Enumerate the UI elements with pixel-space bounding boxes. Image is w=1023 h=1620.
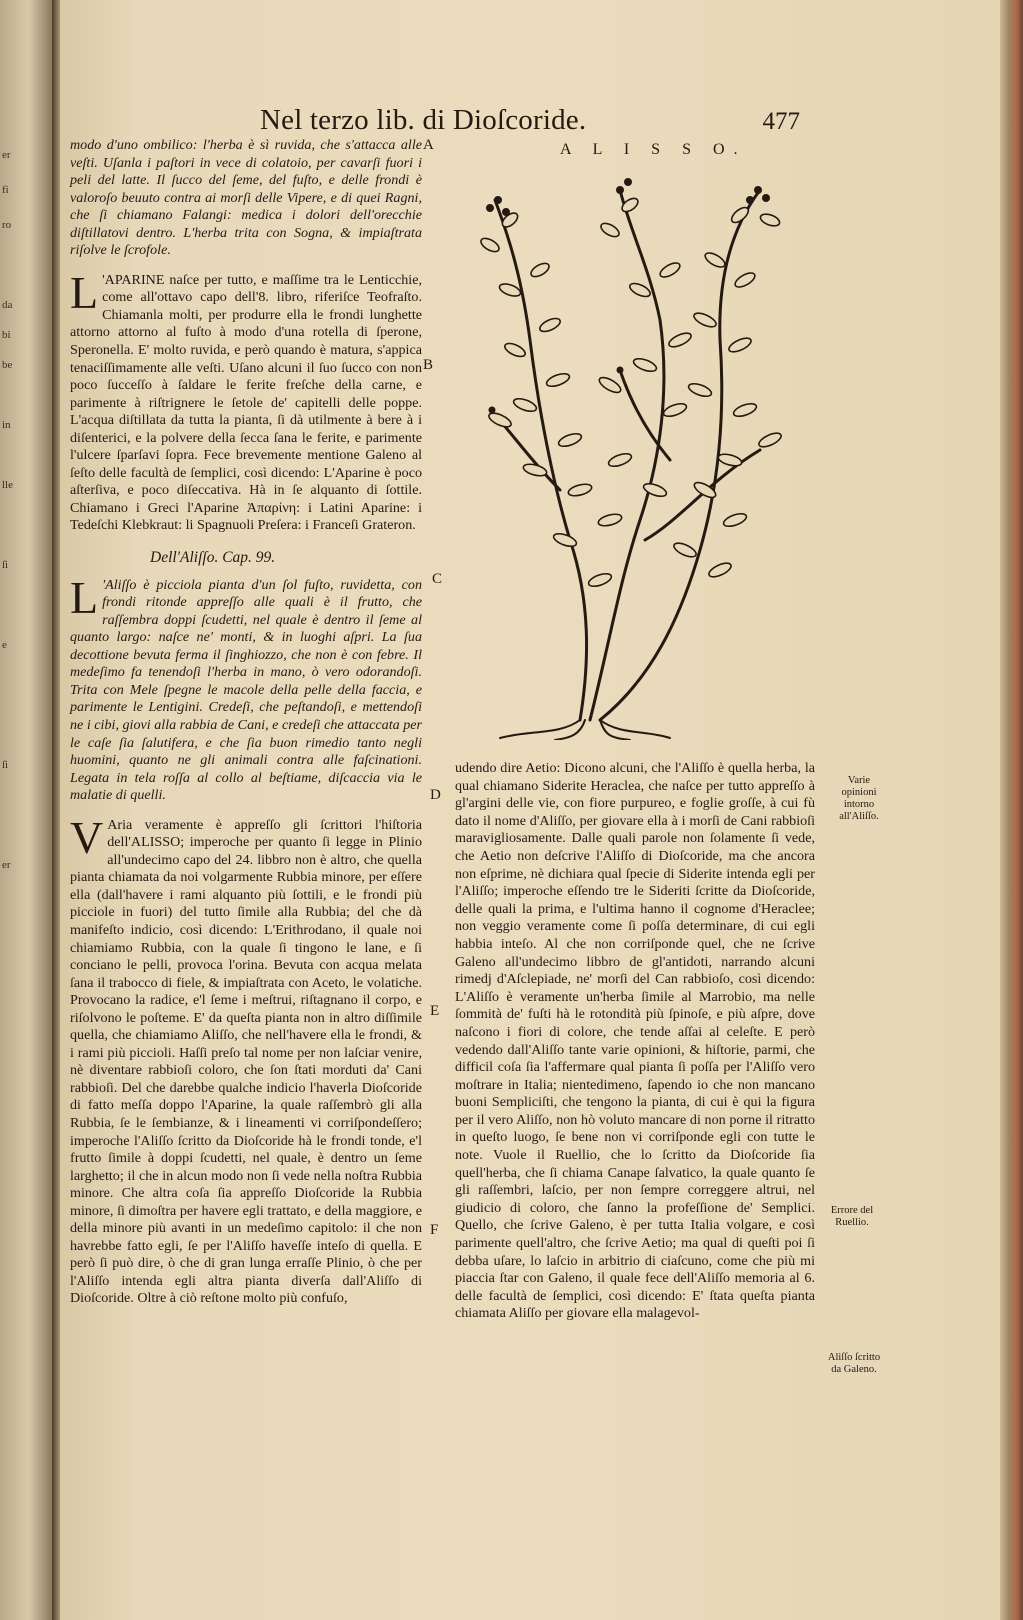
alisso-commentary (70, 811, 422, 1308)
seed-pod (489, 407, 496, 414)
leaf (597, 512, 623, 528)
leaf (503, 341, 527, 359)
drop-cap: L (70, 266, 99, 318)
leaf (599, 221, 621, 240)
margin-letter-d: D (430, 787, 441, 803)
alisso-woodcut (470, 160, 800, 740)
leaf (727, 335, 753, 354)
seed-pod (616, 186, 624, 194)
leaf (545, 371, 571, 389)
leaf (628, 281, 652, 299)
right-column (455, 760, 815, 1323)
leaf (757, 430, 783, 449)
leaf (662, 401, 688, 419)
leaf (632, 356, 658, 374)
leaf (479, 236, 501, 255)
leaf (687, 381, 713, 399)
running-head: Nel terzo lib. di Dioſcoride. (260, 104, 587, 136)
root (500, 720, 670, 740)
leaf (597, 375, 623, 396)
leaf (552, 531, 578, 549)
side-note-ruellio: Errore del Ruellio. (830, 1205, 874, 1228)
leaf (512, 396, 538, 414)
side-note-galeno: Aliſſo ſcritto da Galeno. (827, 1352, 881, 1375)
leaf (732, 401, 758, 419)
leaf (529, 261, 551, 280)
leaf (658, 260, 682, 280)
leaf (759, 212, 781, 228)
alisso-commentary-text: Aria veramente è appreſſo gli ſcrittori l'hiſtoria dell'ALISSO; imperoche per quanto ſi legge in Plinio all'undecimo capo del 24. libbro non è altro, che quella pianta chiamata da noi volgarmente Rubbia minore, per eſſere ella (dall'havere i rami alquanto più ſottili, e le frondi più picciole in fuori) del tutto ſimile alla Rubbia; del che dà manifeſto indicio, così dicendo: L'Erithrodano, il quale noi chiamiamo Rubbia, con la quale ſi tingono le lane, e ſi conciano le pelli, provoca l'orina. Bevuta con acqua melata ſana il trabocco di fiele, & impiaſtrata con Aceto, le volatiche. Provocano la radice, e'l ſeme i meſtrui, riſtagnano il corpo, e riſolvono le poſteme. E' da queſta pianta non in altro diſſimile quella, che chiamiamo Aliſſo, che nell'havere ella le frondi, & i rami più piccioli. Haſſi preſo tal nome per non laſciar venire, nè diventare rabbioſi coloro, che ſon ſtati morduti da' Cani rabbioſi. Del che darebbe qualche indicio l'haverla Dioſcoride di fatto meſſa doppo l'Aparine, la quale raſſembrò gli alla Rubbia, ſe le ſembianze, & i lineamenti vi corriſpondeſſero; imperoche l'Aliſſo ſcritto da Dioſcoride hà le frondi tonde, e'l frutto ſimile à doppi ſcudetti, nel quale, è dentro un ſeme larghetto; il che in alcun modo non ſi vede nella noſtra Rubbia minore. Che altra coſa ſia appreſſo Dioſcoride la Rubbia minore, ſi dimoſtra per havere egli trattato, e della maggiore, e della minore più avanti in un medeſimo capitolo: il che non havrebbe fatto egli, ſe per l'Aliſſo haveſſe inteſo di quella. E però ſi può dire, ò che di gran lunga erraſſe Plinio, ò che per l'Aliſſo intenda egli altra pianta diverſa dall'Aliſſo di Dioſcoride. Oltre à ciò reſtone molto più confuſo, (70, 816, 422, 1307)
alisso-description-text: 'Aliſſo è picciola pianta d'un ſol fuſto, ruvidetta, con frondi ritonde appreſſo alle quali è il frutto, che raſſembra doppi ſcudetti, nel quale è dentro il ſeme al quanto largo: naſce ne' monti, & in luoghi aſpri. La ſua decottione bevuta ferma il ſinghiozzo, che non è con febre. Il medeſimo fa tenendoſi l'herba in mano, ò vero odorandoſi. Trita con Mele ſpegne le macole della pelle della faccia, e parimente le Lentigini. Credeſi, che peſtandoſi, e mettendoſi ne i cibi, giovi alla rabbia de Cani, e credeſi che attaccata per le caſe ſia ſalutifera, e che ſia buon rimedio tanto negli huomini, quanto ne gli animali contra alle faſcinationi. Legata in tela roſſa al collo al beſtiame, diſcaccia via le malatie di quelli. (70, 576, 422, 804)
previous-page-edge: er fi ro da bi be in lle ſi e ſi er (0, 0, 52, 1620)
leaf (522, 462, 548, 478)
leaf (557, 431, 583, 449)
seed-pod (502, 208, 510, 216)
margin-letter-e: E (430, 1003, 440, 1019)
margin-letter-c: C (432, 571, 443, 587)
seed-pod (746, 196, 754, 204)
left-column (70, 137, 422, 1308)
right-column-text: udendo dire Aetio: Dicono alcuni, che l'Aliſſo è quella herba, la qual chiamano Siderite Heraclea, che naſce per tutto appreſſo à gl'argini delle vie, con fiore purpureo, e foglie groſſe, à cui fù dato il nome d'Aliſſo, per giovare ella à i morſi de Cani rabbioſi maravigliosamente. Dalle quali parole non ſolamente ſi vede, che Aetio non deſcrive l'Aliſſo di Dioſcoride, ma che ancora non eſprime, nè dichiara qual ſpecie di Siderite intenda egli per l'Aliſſo; imperoche eſſendo tre le Sideriti ſcritte da Dioſcoride, delle quali la prima, e l'ultima hanno il cognome d'Heraclee; non veggio veramente come ſi poſſa determinare, di cui egli habbia inteſo. Al che non corriſponde quel, che ne ſcrive Galeno all'undecimo libbro de gl'antidoti, narrando alcuni rimedj d'Aſclepiade, ne' morſi del Can rabbioſo, così dicendo: L'Aliſſo è veramente un'herba ſimile al Marrobio, ma nelle ſommità de' fuſti hà le rotondità più ſpinoſe, e più aſpre, dove naſcono i fiori di colore, che tende aſſai al celeſte. E però vedendo dall'Aliſſo tante varie opinioni, & hiſtorie, parmi, che difficil coſa ſia l'affermare qual pianta ſi poſſa per l'Aliſſo vero moſtrare in Italia; nientedimeno, ſapendo io che non mancano buoni Sempliciſti, che tengono la pianta, di cui è qui la figura per il vero Aliſſo, non hò voluto mancare di non porne il ritratto in queſto luogo, ſe bene non vi corriſponde egli con tutte le note. Vuole il Ruellio, che lo ſcritto da Dioſcoride ſia quell'herba, che ſi chiama Canape ſalvatico, la quale quanto ſe gli raſſembri, laſcio, per non ſempre correggere altrui, nel giudicio di coloro, che ſanno la profeſſione de' Semplici. Quello, che ſcrive Galeno, è per tutta Italia volgare, e così parimente quell'altro, che ſcrive Aetio; ma qual di queſti poi ſi debba uſare, lo laſcio in arbitrio di ciaſcuno, come che più mi piaccia ſtar con Galeno, il quale fece dell'Aliſſo memoria al 6. delle facultà de ſemplici, così dicendo: E' ſtata queſta pianta chiamata Aliſſo per giovare ella malagevol- (455, 760, 815, 1322)
leaf (717, 452, 743, 468)
leaf (707, 560, 733, 579)
seed-pod (624, 178, 632, 186)
leaf (538, 316, 562, 334)
leaf (672, 540, 698, 559)
leaf (587, 571, 613, 589)
seed-pod (494, 196, 502, 204)
leaf (703, 250, 727, 270)
aparine-commentary-text: 'APARINE naſce per tutto, e maſſime tra le Lenticchie, come all'ottavo capo dell'8. libro, riferiſce Teofraſto. Chiamanla molti, per produrre ella le frondi lunghette attorno attorno al fuſto à modo d'una rotella di ſperone, Speronella. E' molto ruvida, e però quando è matura, s'appica tenaciſſimamente alle veſti. Uſano alcuni il ſuo ſucco con non poco ſucceſſo à ſaldare le ferite freſche della carne, e parimente à riſtrignere le ſetole de' capitelli delle poppe. L'acqua diſtillata da tutta la pianta, ſi dà utilmente à bere à i diſenterici, e la polvere della ſecca ſana le ferite, e parimente l'ulcere ſparſavi ſopra. Fece brevemente mentione Galeno al ſeſto delle facultà de ſemplici, così dicendo: L'Aparine è poco aſterſiva, e poco diſeccativa. Hà in ſe alquanto di ſottile. Chiamano i Greci l'Aparine Ἀπαρίνη: i Latini Aparine: i Tedeſchi Klebkraut: li Spagnuoli Preſera: i Franceſi Grateron. (70, 271, 422, 534)
aparine-continuation: modo d'uno ombilico: l'herba è sì ruvida, che s'attacca alle veſti. Uſanla i paſtori in vece di colatoio, per cavarſi fuori i peli del latte. Il ſucco del ſeme, del fuſto, e delle frondi è valoroſo beuuto contra ai morſi delle Vipere, e di quei Ragni, che ſi chiamano Falangi: medica i dolori dell'orecchie diſtillatovi dentro. L'herba trita con Sogna, & impiaſtrata riſolve le ſcrofole. (70, 137, 422, 259)
seed-pod (486, 204, 494, 212)
stem (495, 200, 587, 720)
drop-cap: V (70, 811, 104, 863)
leaf (607, 451, 633, 469)
plate-title: A L I S S O. (560, 141, 747, 158)
margin-letter-f: F (430, 1222, 439, 1238)
alisso-description (70, 571, 422, 805)
side-note-opinions: Varie opinioni intorno all'Aliſſo. (839, 775, 879, 822)
page-edge (1000, 0, 1023, 1620)
leaf (667, 330, 693, 349)
drop-cap: L (70, 571, 99, 623)
leaf (567, 482, 593, 498)
aparine-commentary (70, 266, 422, 535)
seed-pod (754, 186, 762, 194)
page-number: 477 (762, 108, 800, 135)
leaf (733, 270, 757, 290)
leaf (692, 310, 718, 329)
gutter (52, 0, 60, 1620)
seed-pod (617, 367, 624, 374)
margin-letter-b: B (423, 357, 434, 373)
chapter-heading: Dell'Aliſſo. Cap. 99. (150, 549, 276, 567)
leaf (498, 282, 522, 299)
margin-letter-a: A (423, 137, 434, 153)
seed-pod (762, 194, 770, 202)
leaf (722, 511, 748, 529)
